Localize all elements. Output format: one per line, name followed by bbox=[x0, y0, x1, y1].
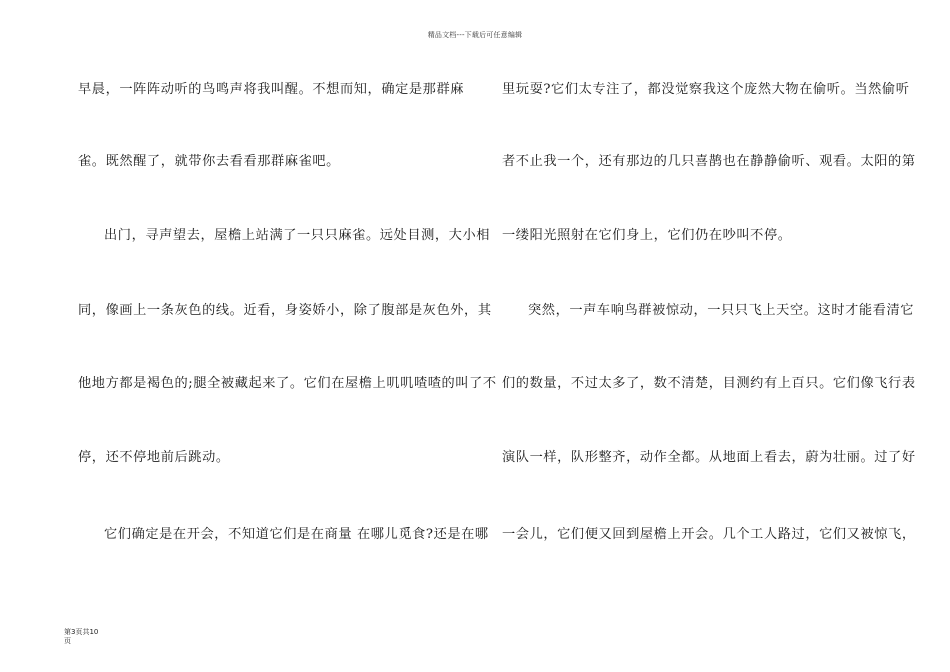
text-line: 它们确定是在开会，不知道它们是在商量 在哪儿觅食?还是在哪 bbox=[104, 527, 489, 542]
text-line: 一缕阳光照射在它们身上，它们仍在吵叫不停。 bbox=[502, 228, 792, 243]
text-line: 同，像画上一条灰色的线。近看，身姿娇小，除了腹部是灰色外，其 bbox=[78, 303, 492, 318]
page-header: 精品文档---下载后可任意编辑 bbox=[427, 31, 523, 39]
page-footer bbox=[64, 628, 124, 646]
text-line: 里玩耍?它们太专注了，都没觉察我这个庞然大物在偷听。当然偷听 bbox=[502, 82, 910, 97]
text-line: 一会儿，它们便又回到屋檐上开会。几个工人路过，它们又被惊飞， bbox=[502, 527, 916, 542]
text-line: 突然，一声车响鸟群被惊动，一只只飞上天空。这时才能看清它 bbox=[528, 303, 915, 318]
text-line: 者不止我一个，还有那边的几只喜鹊也在静静偷听、观看。太阳的第 bbox=[502, 154, 916, 169]
text-line: 们的数量，不过太多了，数不清楚，目测约有上百只。它们像飞行表 bbox=[502, 376, 916, 391]
text-line: 出门，寻声望去，屋檐上站满了一只只麻雀。远处目测，大小相 bbox=[104, 228, 491, 243]
page-number-line2: 页 bbox=[64, 637, 71, 645]
text-line: 演队一样，队形整齐，动作全都。从地面上看去，蔚为壮丽。过了好 bbox=[502, 450, 916, 465]
text-line: 他地方都是褐色的;腿全被藏起来了。它们在屋檐上叽叽喳喳的叫了不 bbox=[78, 376, 497, 391]
text-line: 停，还不停地前后跳动。 bbox=[78, 450, 230, 465]
page-number-line1: 第3页共10 bbox=[64, 628, 99, 636]
text-line: 早晨，一阵阵动听的鸟鸣声将我叫醒。不想而知，确定是那群麻 bbox=[78, 82, 465, 97]
text-line: 雀。既然醒了，就带你去看看那群麻雀吧。 bbox=[78, 154, 340, 169]
